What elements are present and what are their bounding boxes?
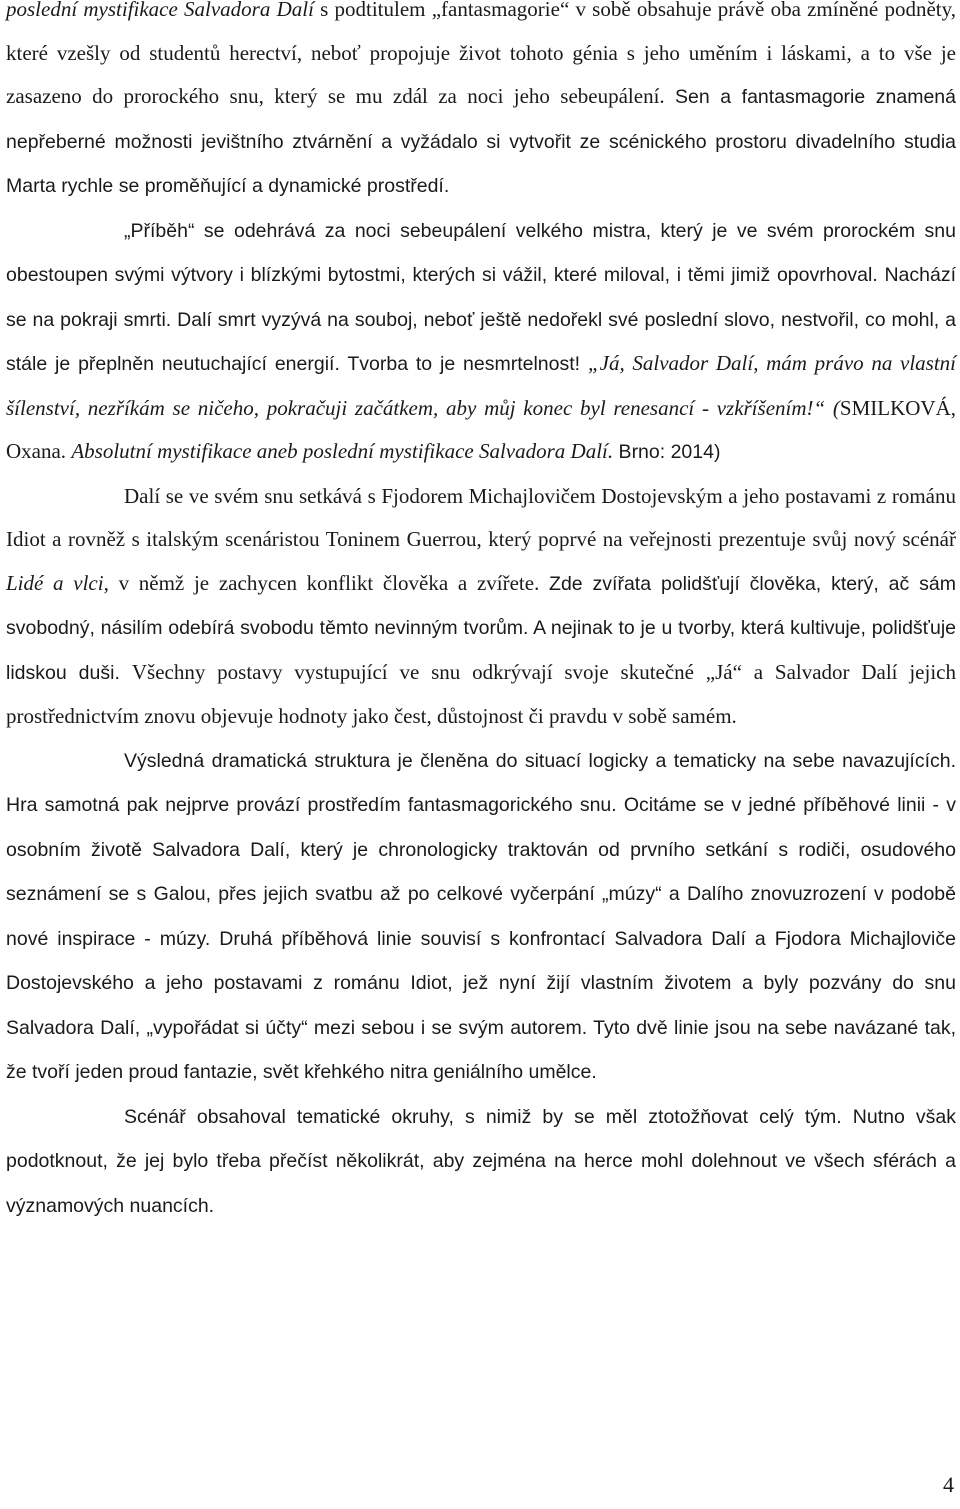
text-span: Všechny postavy vystupující ve snu odkrývají svoje skutečné „Já“ a Salvador Dalí jejich prostřednictvím znovu objevuje hodnoty jako čest, důstojnost či pravdu v sobě samém.	[6, 659, 956, 728]
paragraph-3	[6, 475, 956, 739]
citation-title: Absolutní mystifikace aneb poslední mystifikace Salvadora Dalí.	[71, 439, 614, 463]
paragraph-4	[6, 739, 956, 1095]
text-span: v němž je zachycen konflikt člověka a zvířete.	[108, 570, 550, 595]
page-number: 4	[943, 1472, 954, 1497]
text-span: poslední mystifikace Salvadora Dalí	[6, 0, 314, 21]
text-span: Scénář obsahoval tematické okruhy, s nimiž by se měl ztotožňovat celý tým. Nutno však podotknout, že jej bylo třeba přečíst několikrát, aby zejména na herce mohl dolehnout ve všech sférách a významových nuancích.	[6, 1105, 956, 1217]
text-span: Zde zvířata polidšťují člověka, který, ač sám svobodný, násilím odebírá svobodu těmto nevinným tvorům. A nejinak to je u tvorby, která kultivuje, polidšťuje lidskou duši.	[6, 572, 956, 684]
citation-author: SMILKOVÁ, Oxana.	[6, 395, 956, 463]
text-span: s podtitulem „fantasmagorie“ v sobě obsahuje právě oba zmíněné podněty, které vzešly od studentů herectví, neboť propojuje život tohoto génia s jeho uměním i láskami, a to vše je zasazeno do prorockého snu, který se mu zdál za noci jeho sebeupálení.	[6, 0, 956, 108]
work-title: Lidé a vlci,	[6, 570, 109, 595]
quote-span: „Já, Salvador Dalí, mám právo na vlastní šílenství, nezříkám se ničeho, pokračuji začátkem, aby můj konec byl renesancí - vzkříšením!“ (	[6, 351, 957, 420]
citation-place-year: Brno: 2014)	[613, 441, 721, 463]
paragraph-2	[6, 209, 956, 475]
text-span: Dalí se ve svém snu setkává s Fjodorem Michajlovičem Dostojevským a jeho postavami z románu Idiot a rovněž s italským scenáristou Toninem Guerrou, který poprvé na veřejnosti prezentuje svůj nový scénář	[6, 483, 956, 551]
text-span: Výsledná dramatická struktura je členěna do situací logicky a tematicky na sebe navazujících. Hra samotná pak nejprve provází prostředím fantasmagorického snu. Ocitáme se v jedné příběhové linii - v osobním životě Salvadora Dalí, který je chronologicky traktován od prvního setkání s rodiči, osudového seznámení se s Galou, přes jejich svatbu až po celkové vyčerpání „múzy“ a Dalího znovuzrození v podobě nové inspirace - múzy. Druhá příběhová linie souvisí s konfrontací Salvadora Dalí a Fjodora Michajloviče Dostojevského a jeho postavami z románu Idiot, jež nyní žijí vlastním životem a byly pozvány do snu Salvadora Dalí, „vypořádat si účty“ mezi sebou i se svým autorem. Tyto dvě linie jsou na sebe navázané tak, že tvoří jeden proud fantazie, svět křehkého nitra geniálního umělce.	[6, 749, 956, 1083]
body-text	[6, 0, 956, 1228]
text-span: Sen a fantasmagorie znamená nepřeberné možnosti jevištního ztvárnění a vyžádalo si vytvořit ze scénického prostoru divadelního studia Marta rychle se proměňující a dynamické prostředí.	[6, 86, 956, 197]
paragraph-5	[6, 1095, 956, 1229]
paragraph-1	[6, 0, 956, 209]
text-span: „Příběh“ se odehrává za noci sebeupálení velkého mistra, který je ve svém prorockém snu obestoupen svými výtvory i blízkými bytostmi, kterých si vážil, které miloval, i těmi jimiž opovrhoval. Nachází se na pokraji smrti. Dalí smrt vyzývá na souboj, neboť ještě nedořekl své poslední slovo, nestvořil, co mohl, a stále je přeplněn neutuchající energií. Tvorba to je nesmrtelnost!	[6, 219, 956, 375]
